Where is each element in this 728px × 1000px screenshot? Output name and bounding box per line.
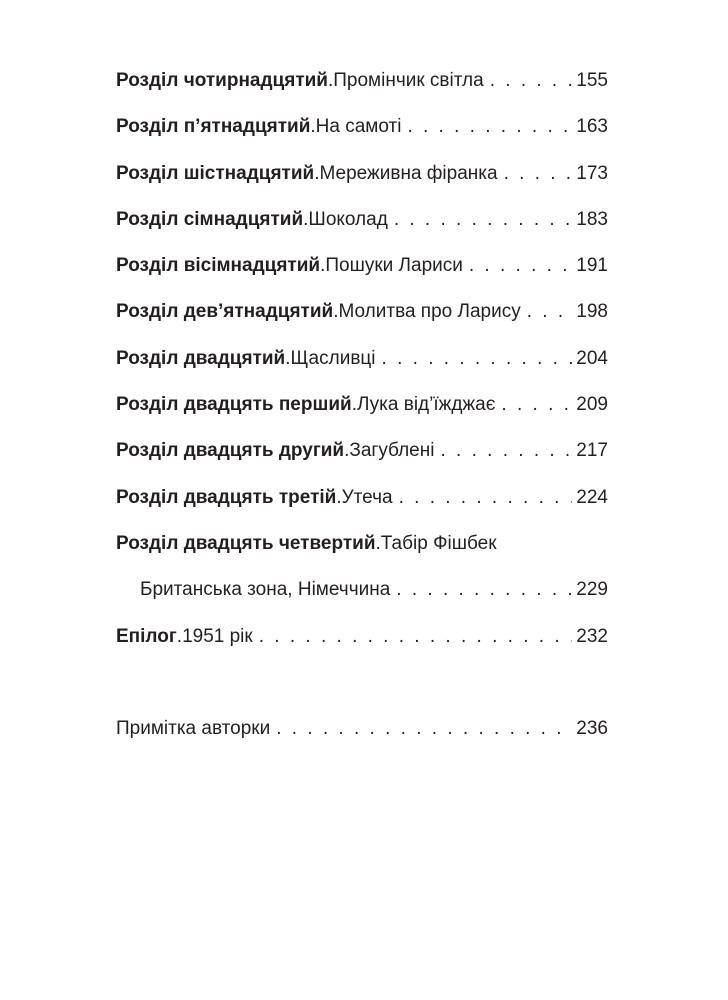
chapter-separator: .	[303, 208, 309, 230]
page-number: 191	[576, 255, 608, 277]
dot-leader	[463, 251, 572, 281]
chapter-label: Розділ чотирнадцятий	[116, 70, 328, 91]
chapter-separator: .	[176, 625, 183, 647]
chapter-title: Утеча	[341, 486, 393, 508]
author-note-title: Примітка авторки	[116, 717, 271, 739]
chapter-title: Молитва про Ларису	[338, 301, 521, 323]
dot-leader	[498, 159, 573, 189]
toc-entry-chapter-14[interactable]	[116, 66, 608, 112]
dot-leader	[495, 390, 572, 420]
toc-entry-chapter-16[interactable]	[116, 159, 608, 205]
toc-entry-chapter-21[interactable]	[116, 390, 608, 436]
chapter-title-continued: Британська зона, Німеччина	[140, 579, 391, 601]
chapter-label: Розділ двадцять четвертий	[116, 532, 376, 554]
dot-leader	[253, 622, 573, 652]
chapter-label: Епілог	[116, 625, 177, 647]
toc-entry-chapter-24-continued[interactable]	[116, 575, 608, 621]
dot-leader	[376, 344, 573, 374]
chapter-label: Розділ шістнадцятий	[116, 162, 315, 184]
chapter-separator: .	[344, 440, 350, 462]
chapter-label: Розділ двадцять перший	[116, 394, 352, 416]
dot-leader	[521, 297, 573, 327]
chapter-title: Лука від’їжджає	[356, 394, 496, 416]
chapter-label: Розділ двадцять третій	[116, 486, 337, 508]
toc-entry-chapter-15[interactable]	[116, 112, 608, 158]
page-number: 183	[576, 208, 608, 230]
chapter-separator: .	[336, 486, 342, 508]
chapter-title: Щасливці	[290, 347, 376, 369]
chapter-label: Розділ двадцятий	[116, 347, 286, 369]
page-number: 229	[576, 579, 608, 601]
page-number: 204	[576, 347, 608, 369]
chapter-title: Мереживна фіранка	[319, 162, 498, 184]
dot-leader	[393, 483, 573, 513]
page-number: 232	[576, 625, 608, 647]
chapter-title: Шоколад	[308, 208, 388, 230]
toc-entry-chapter-24[interactable]	[116, 529, 608, 575]
toc-entry-chapter-23[interactable]	[116, 483, 608, 529]
table-of-contents	[116, 66, 608, 760]
page-number: 236	[576, 717, 608, 739]
chapter-separator: .	[351, 394, 357, 416]
toc-entry-chapter-17[interactable]	[116, 205, 608, 251]
chapter-title: На самоті	[315, 116, 402, 138]
chapter-separator: .	[375, 532, 381, 554]
chapter-separator: .	[327, 70, 334, 91]
toc-entry-chapter-20[interactable]	[116, 344, 608, 390]
page-number: 155	[576, 70, 608, 91]
chapter-separator: .	[310, 116, 316, 138]
toc-entry-chapter-18[interactable]	[116, 251, 608, 297]
page-number: 198	[576, 301, 608, 323]
dot-leader	[484, 66, 573, 96]
chapter-label: Розділ дев’ятнадцятий	[116, 301, 334, 323]
page-number: 224	[576, 486, 608, 508]
chapter-separator: .	[314, 162, 320, 184]
toc-entry-chapter-22[interactable]	[116, 436, 608, 482]
toc-entry-author-note[interactable]	[116, 714, 608, 760]
chapter-label: Розділ вісімнадцятий	[116, 255, 321, 277]
page-number: 209	[576, 394, 608, 416]
chapter-label: Розділ п’ятнадцятий	[116, 116, 311, 138]
dot-leader	[390, 575, 572, 605]
toc-entry-chapter-19[interactable]	[116, 297, 608, 343]
dot-leader	[270, 714, 572, 744]
chapter-label: Розділ сімнадцятий	[116, 208, 304, 230]
page-number: 173	[576, 162, 608, 184]
chapter-title: 1951 рік	[182, 625, 253, 647]
dot-leader	[388, 205, 572, 235]
chapter-title: Промінчик світла	[333, 70, 484, 91]
chapter-label: Розділ двадцять другий	[116, 440, 345, 462]
dot-leader	[434, 436, 572, 466]
chapter-title: Загублені	[349, 440, 435, 462]
chapter-separator: .	[333, 301, 339, 323]
chapter-separator: .	[285, 347, 291, 369]
dot-leader	[401, 112, 572, 142]
chapter-separator: .	[320, 255, 326, 277]
chapter-title: Пошуки Лариси	[325, 255, 463, 277]
page-number: 163	[576, 116, 608, 138]
page-number: 217	[576, 440, 608, 462]
chapter-title: Табір Фішбек	[380, 532, 497, 554]
toc-entry-epilogue[interactable]	[116, 622, 608, 668]
